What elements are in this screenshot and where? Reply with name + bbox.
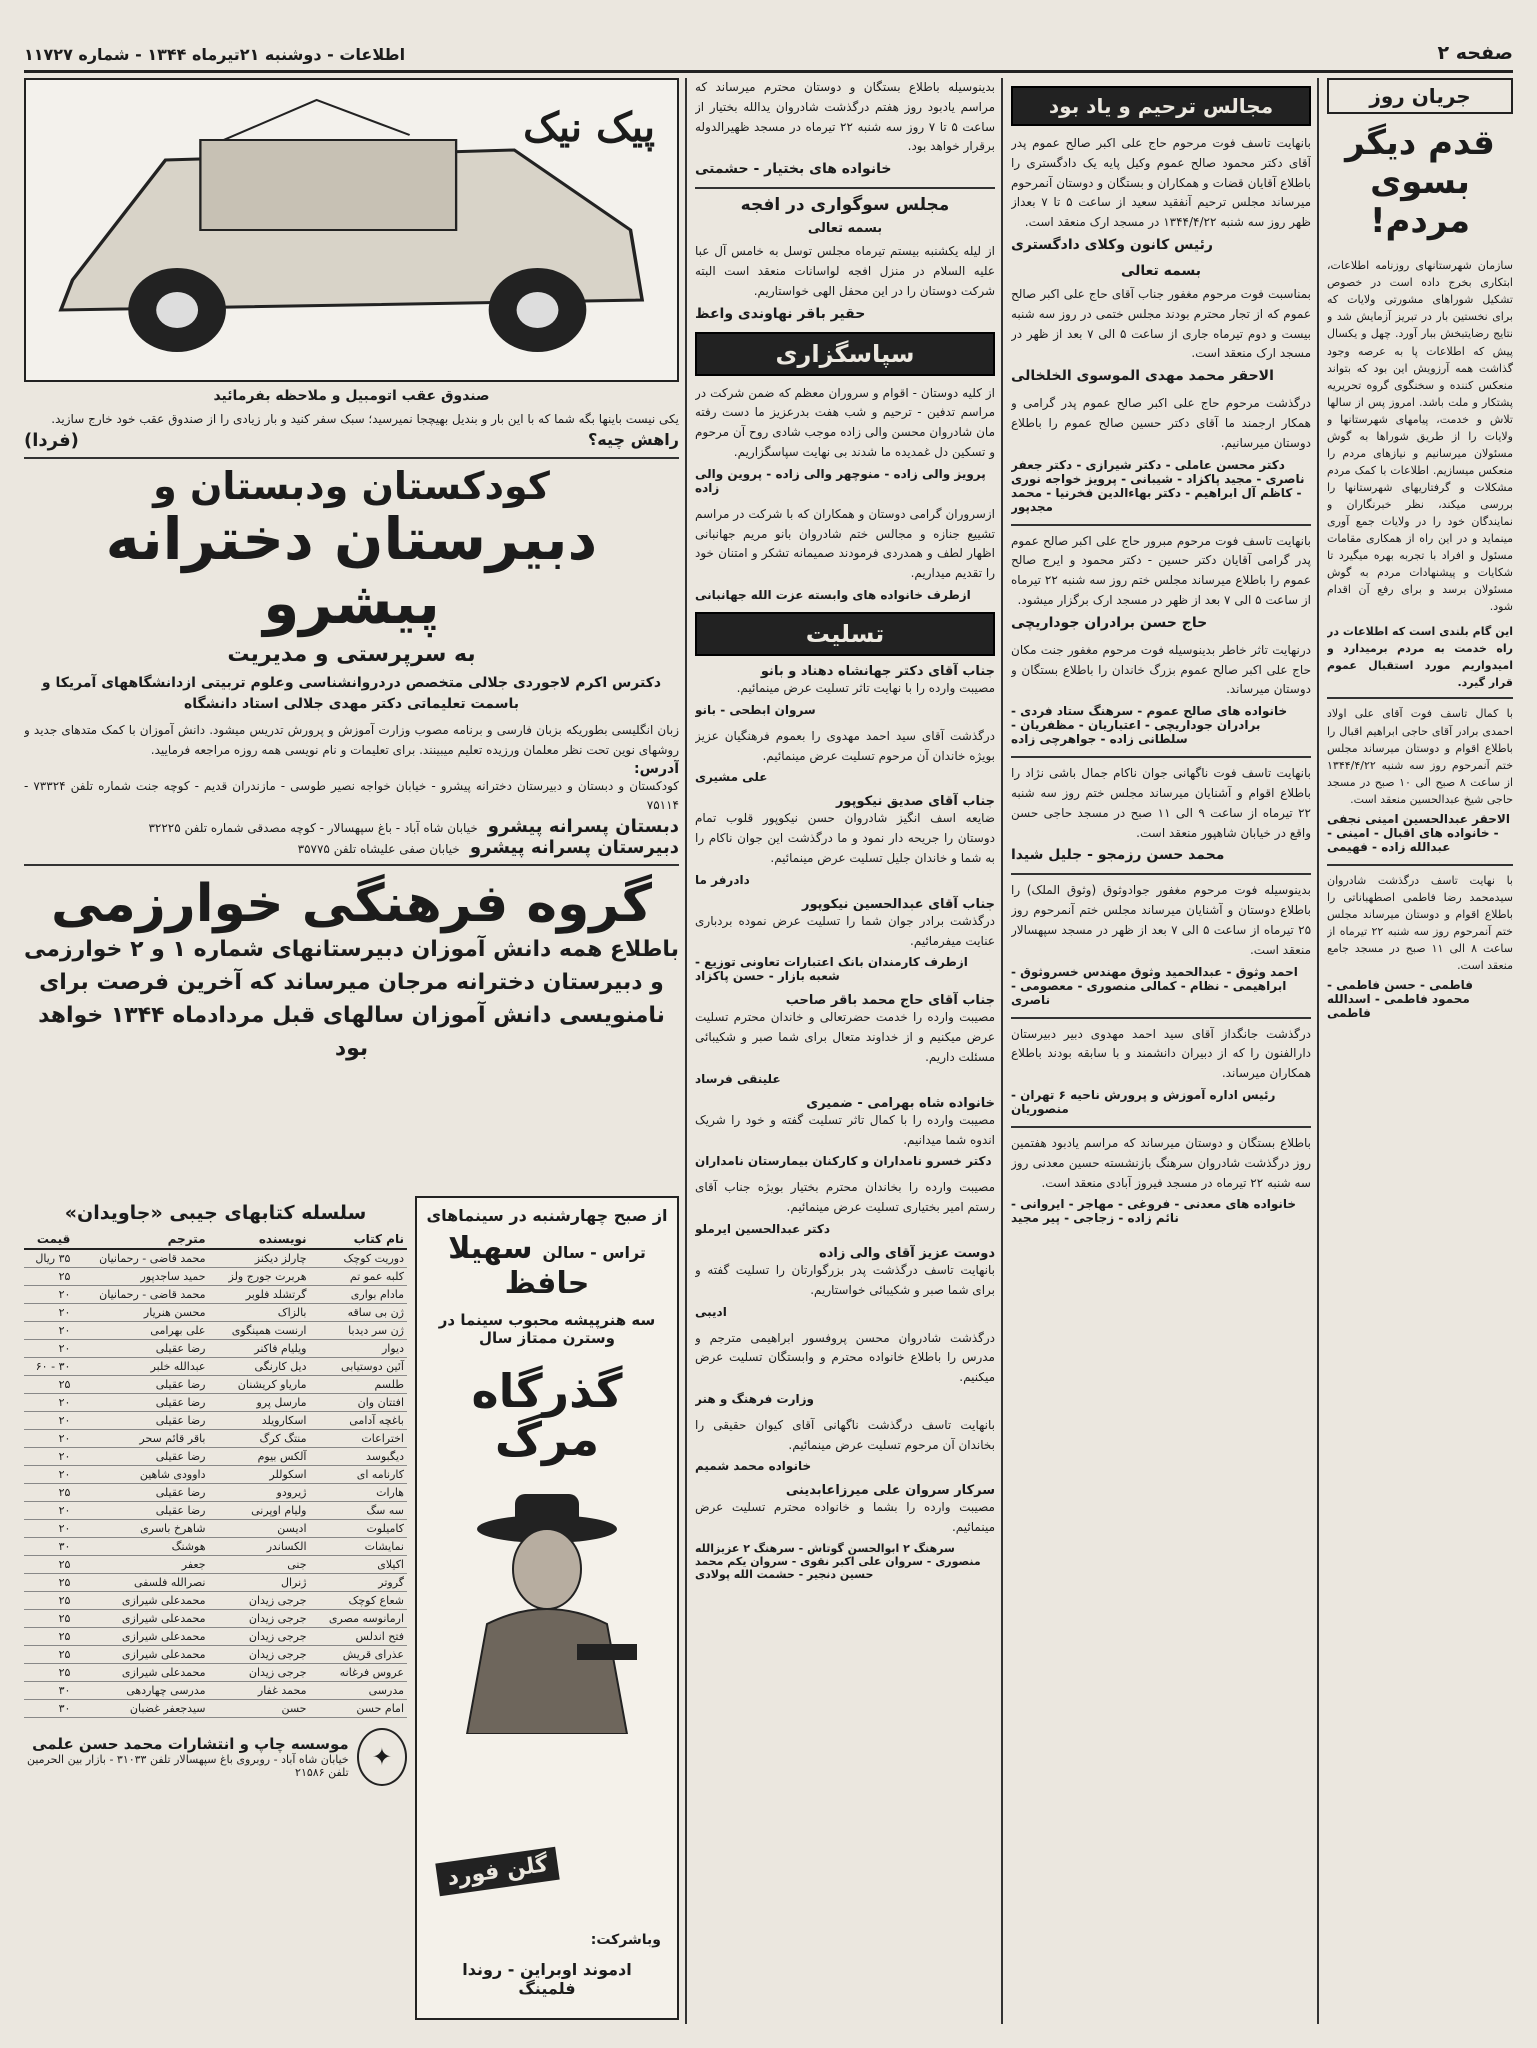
book-translator: جعفر	[73, 1556, 208, 1574]
c5-head: جناب آقای حاج محمد باقر صاحب	[785, 993, 995, 1009]
col-title: نام کتاب	[310, 1230, 408, 1249]
publisher-logo-icon: ✦	[357, 1728, 407, 1786]
book-title: کامیلوت	[310, 1520, 408, 1538]
book-title: مادام بواری	[310, 1286, 408, 1304]
school-line-4: دکترس اکرم لاجوردی جلالی متخصص دردروانشناسی وعلوم تربیتی ازدانشگاههای آمریکا و باسمت تعلیماتی دکتر مهدی جلالی استاد دانشگاه	[41, 675, 662, 713]
memorial-sig-5: خانواده های صالح عموم - سرهنگ ستاد فردی - برادران جوداریچی - اعتباریان - مظفریان - سلطانی زاده - جواهرچی زاده	[1011, 704, 1288, 747]
notice-eghbal-signature: الاحقر عبدالحسین امینی نجفی - خانواده های اقبال - امینی - عبدالله زاده - فهیمی	[1327, 811, 1510, 854]
issue-line: اطلاعات - دوشنبه ۲۱تیرماه ۱۳۴۴ - شماره ۱۱۷۲۷	[24, 45, 406, 64]
notice-fatemi-signature: فاطمی - حسن فاطمی - محمود فاطمی - اسدالله فاطمی	[1327, 978, 1474, 1021]
book-author: گرتشلد فلوبر	[209, 1286, 310, 1304]
book-title: طلسم	[310, 1376, 408, 1394]
boys-school-2	[24, 837, 679, 858]
column-rule	[685, 78, 687, 2024]
books-body	[24, 1249, 407, 1718]
book-translator: رضا عقیلی	[73, 1340, 208, 1358]
book-author: اسکوللر	[209, 1466, 310, 1484]
book-price: ۲۰	[24, 1430, 73, 1448]
book-row	[24, 1286, 407, 1304]
divider	[695, 187, 995, 189]
c3-sig: دادرفر ما	[695, 872, 750, 887]
section-label-box	[1327, 78, 1513, 114]
divider	[1011, 1126, 1311, 1128]
c4-body: درگذشت برادر جوان شما را تسلیت عرض نموده بردباری عنایت میفرمائیم.	[695, 913, 995, 948]
book-translator: داوودی شاهین	[73, 1466, 208, 1484]
car-ad-sign-row	[24, 430, 679, 451]
c11-body: مصیبت وارده را بشما و خانواده محترم تسلیت عرض مینمائیم.	[695, 1500, 995, 1535]
book-price: ۲۵	[24, 1664, 73, 1682]
school-body: زبان انگلیسی بطوریکه بزبان فارسی و برنامه مصوب وزارت آموزش و پرورش تدریس میشود. دانش آموزان با کمک متدهای جدید و روشهای نوین تحت نظر معلمان ورزیده تعلیم میبینند. برای تعلیمات و نام نویسی همه روزه مراجعه فرمایید.	[24, 723, 679, 757]
notice-bakhtiar: بدینوسیله باطلاع بستگان و دوستان محترم میرساند که مراسم یادبود روز هفتم درگذشت شادروان یدالله بختیار از ساعت ۵ تا ۷ روز سه شنبه ۲۲ تیرماه در مسجد ظهیرالدوله برقرار خواهد بود.	[695, 80, 995, 154]
book-row	[24, 1412, 407, 1430]
boys-school-1-addr: خیابان شاه آباد - باغ سپهسالار - کوچه مصدقی شماره تلفن ۳۲۲۲۵	[148, 821, 478, 836]
publisher-name: موسسه چاپ و انتشارات محمد حسن علمی	[32, 1735, 349, 1753]
column-rule	[1317, 78, 1319, 2024]
book-price: ۲۰	[24, 1286, 73, 1304]
book-title: سه سگ	[310, 1502, 408, 1520]
book-row	[24, 1646, 407, 1664]
divider	[1011, 756, 1311, 758]
cinema-names	[417, 1231, 677, 1266]
book-row	[24, 1376, 407, 1394]
car-ad-sign: راهش چیه؟	[587, 429, 679, 449]
book-row	[24, 1574, 407, 1592]
book-row	[24, 1628, 407, 1646]
school-line-2: دبیرستان دخترانه پیشرو	[105, 505, 598, 638]
column-memorial	[1011, 78, 1311, 2024]
divider	[1327, 697, 1513, 699]
book-author: حسن	[209, 1700, 310, 1718]
memorial-notice-4: بانهایت تاسف فوت مرحوم مبرور حاج علی اکبر صالح عموم پدر گرامی آقایان دکتر حسین - دکتر محمود و ایرج صالح عموم را باطلاع میرساند مجلس ختم روز سه شنبه ۲۲ تیرماه از ساعت ۵ الی ۷ بعد از ظهر در مسجد ارک برگزار میشود.	[1011, 533, 1311, 607]
col-price: قیمت	[24, 1230, 73, 1249]
divider	[1011, 873, 1311, 875]
book-translator: رضا عقیلی	[73, 1448, 208, 1466]
book-author: ویلیام فاکنر	[209, 1340, 310, 1358]
column-jarian-rooz	[1327, 78, 1513, 2024]
book-translator: حمید ساجدپور	[73, 1268, 208, 1286]
book-translator: شاهرخ باسری	[73, 1520, 208, 1538]
publisher-block	[24, 1728, 407, 1786]
book-row	[24, 1322, 407, 1340]
book-title: باغچه آدامی	[310, 1412, 408, 1430]
book-title: دوریت کوچک	[310, 1249, 408, 1268]
car-ad-brand: پیک نیک	[523, 104, 655, 151]
book-author: ادیسن	[209, 1520, 310, 1538]
memorial-notice-5: درنهایت تاثر خاطر بدینوسیله فوت مرحوم مغفور جنت مکان حاج علی اکبر صالح عموم بزرگ خاندان را باطلاع بستگان و دوستان میرساند.	[1011, 642, 1311, 697]
book-row	[24, 1340, 407, 1358]
book-row	[24, 1448, 407, 1466]
school-address-label: آدرس:	[634, 760, 679, 777]
book-author: منتگ کرگ	[209, 1430, 310, 1448]
editorial-closing: این گام بلندی است که اطلاعات در راه خدمت به مردم برمیدارد و امیدواریم مورد استقبال عموم قرار گیرد.	[1327, 625, 1513, 690]
book-translator: محمدعلی شیرازی	[73, 1646, 208, 1664]
book-translator: رضا عقیلی	[73, 1484, 208, 1502]
memorial-notice-9: باطلاع بستگان و دوستان میرساند که مراسم یادبود هفتمین روز درگذشت شادروان سرهنگ بازنشسته حسین معدنی روز سه شنبه ۲۲ تیرماه در مسجد فیروز آبادی منعقد است.	[1011, 1135, 1311, 1190]
school-line-3: به سرپرستی و مدیریت	[227, 642, 476, 668]
film-title-2: مرگ	[494, 1412, 600, 1467]
c8-head: دوست عزیز آقای والی زاده	[819, 1245, 995, 1261]
book-price: ۳۵ ریال	[24, 1249, 73, 1268]
c5-body: مصیبت وارده را خدمت حضرتعالی و خاندان محترم تسلیت عرض میکنیم و از خداوند متعال برای شما صبر و شکیبائی مسئلت داریم.	[695, 1010, 995, 1064]
masthead	[24, 18, 1513, 73]
book-translator: محمدعلی شیرازی	[73, 1628, 208, 1646]
book-translator: رضا عقیلی	[73, 1412, 208, 1430]
book-author: دیل کارنگی	[209, 1358, 310, 1376]
book-price: ۳۰ - ۶۰	[24, 1358, 73, 1376]
column-ads	[24, 78, 679, 1188]
book-title: کارنامه ای	[310, 1466, 408, 1484]
column-rule	[1001, 78, 1003, 2024]
book-row	[24, 1484, 407, 1502]
publisher-address: خیابان شاه آباد - روبروی باغ سپهسالار تلفن ۳۱۰۳۳ - بازار بین الحرمین تلفن ۲۱۵۸۶	[26, 1753, 349, 1779]
c4-sig: ازطرف کارمندان بانک اعتبارات تعاونی توزیع - شعبه بازار - حسن پاکزاد	[695, 955, 968, 984]
book-row	[24, 1538, 407, 1556]
cowboy-figure-icon	[427, 1474, 667, 1734]
memorial-sig-2: الاحقر محمد مهدی الموسوی الخلخالی	[1011, 368, 1274, 385]
book-author: جرجی زیدان	[209, 1592, 310, 1610]
book-translator: علی بهرامی	[73, 1322, 208, 1340]
cinema-3: حافظ	[504, 1266, 590, 1301]
film-title-1: گذرگاه	[471, 1364, 623, 1418]
kharazmi-title: گروه فرهنگی خوارزمی	[51, 874, 652, 935]
column-books	[24, 1196, 407, 2024]
book-row	[24, 1682, 407, 1700]
book-row	[24, 1268, 407, 1286]
memorial-sig-3: دکتر محسن عاملی - دکتر شیرازی - دکتر جعفر ناصری - مجید پاکزاد - شیبانی - پرویز خواجه نوری - کاظم آل ابراهیم - دکتر بهاءالدین فخرنیا - محمد مجدپور	[1011, 457, 1305, 514]
memorial-sig-7: احمد وثوق - عبدالحمید وثوق مهندس خسروثوق - ابراهیمی - نظام - کمالی منصوری - معصومی - ناصری	[1011, 964, 1298, 1007]
book-row	[24, 1430, 407, 1448]
book-title: هارات	[310, 1484, 408, 1502]
book-row	[24, 1249, 407, 1268]
book-author: چارلز دیکنز	[209, 1249, 310, 1268]
c10-body: بانهایت تاسف درگذشت ناگهانی آقای کیوان حقیقی را بخاندان آن مرحوم تسلیت عرض مینمائیم.	[695, 1417, 995, 1452]
editorial-headline: قدم دیگر بسوی مردم!	[1345, 123, 1495, 242]
book-price: ۲۰	[24, 1448, 73, 1466]
book-translator: باقر قائم سحر	[73, 1430, 208, 1448]
book-row	[24, 1520, 407, 1538]
book-price: ۲۵	[24, 1484, 73, 1502]
boys-school-2-addr: خیابان صفی علیشاه تلفن ۳۵۷۷۵	[297, 842, 460, 857]
col-author: نویسنده	[209, 1230, 310, 1249]
memorial-notice-7: بدینوسیله فوت مرحوم مغفور جوادوثوق (وثوق الملک) را باطلاع دوستان و آشنایان میرساند مجلس ختم آنمرحوم روز ۲۵ تیرماه از ساعت ۵ الی ۷ بعد از ظهر در مسجد سپهسالار منعقد است.	[1011, 883, 1311, 957]
c1-sig: سروان ابطحی - بانو	[695, 702, 816, 717]
book-author: ژنرال	[209, 1574, 310, 1592]
divider	[24, 864, 679, 866]
notice-eghbal: با کمال تاسف فوت آقای علی اولاد احمدی برادر آقای حاجی ابراهیم اقبال را باطلاع اقوام و دوستان میرساند مجلس ختم آنمرحوم روز سه شنبه ۱۳۴۴/۴/۲۲ از ساعت ۸ صبح الی ۱۰ صبح در مسجد حاجی شیخ عبدالحسین منعقد است.	[1327, 707, 1513, 806]
book-translator: مدرسی چهاردهی	[73, 1682, 208, 1700]
books-title: سلسله کتابهای جیبی «جاویدان»	[64, 1202, 367, 1224]
c4-head: جناب آقای عبدالحسین نیکوپور	[801, 896, 995, 912]
thanks-1: از کلیه دوستان - اقوام و سروران معظم که ضمن شرکت در مراسم تدفین - ترحیم و شب هفت بدرعزیز ما دست رفته مان شادروان محسن والی زاده موجب شادی روح آن مرحوم و تسکین دل غمدیده ما شدند بی نهایت سپاسگزاریم.	[695, 385, 995, 459]
c2-sig: علی مشیری	[695, 770, 768, 785]
book-translator: رضا عقیلی	[73, 1376, 208, 1394]
book-price: ۲۵	[24, 1574, 73, 1592]
book-row	[24, 1358, 407, 1376]
book-title: شعاع کوچک	[310, 1592, 408, 1610]
book-title: عذرای قریش	[310, 1646, 408, 1664]
book-price: ۳۰	[24, 1682, 73, 1700]
book-row	[24, 1610, 407, 1628]
book-author: هربرت جورج ولز	[209, 1268, 310, 1286]
book-price: ۲۰	[24, 1466, 73, 1484]
book-title: دیوار	[310, 1340, 408, 1358]
book-title: مدرسی	[310, 1682, 408, 1700]
thanks-2: ازسروران گرامی دوستان و همکاران که با شرکت در مراسم تشییع جنازه و مجالس ختم شادروان بانو مریم جهانبانی اظهار لطف و همدردی فرمودند صمیمانه تشکر و امتنان خود را تقدیم میداریم.	[695, 506, 995, 581]
book-translator: عبدالله خلبر	[73, 1358, 208, 1376]
book-translator: محمدعلی شیرازی	[73, 1610, 208, 1628]
section-label: جریان روز	[1369, 84, 1471, 108]
book-price: ۲۰	[24, 1304, 73, 1322]
book-translator: محمد قاضی - رحمانیان	[73, 1286, 208, 1304]
c6-sig: دکتر خسرو نامداران و کارکنان بیمارستان نامداران	[695, 1154, 992, 1169]
film-with: وباشرکت:	[590, 1932, 661, 1948]
cinema-top: از صبح چهارشنبه در سینماهای	[426, 1206, 668, 1225]
book-author: مارسل پرو	[209, 1394, 310, 1412]
majles-body: از لیله یکشنبه بیستم تیرماه مجلس توسل به خامس آل عبا علیه السلام در منزل افجه لواسانات منعقد است البته شرکت دوستان را در این محفل الهی خواستاریم.	[695, 244, 995, 298]
book-price: ۲۰	[24, 1412, 73, 1430]
book-author: ماریاو کریشنان	[209, 1376, 310, 1394]
cinema-ad	[415, 1196, 679, 2020]
film-cast: ادموند اوبراین - روندا فلمینگ	[462, 1960, 632, 1998]
book-author: محمد غفار	[209, 1682, 310, 1700]
book-translator: محمدعلی شیرازی	[73, 1664, 208, 1682]
book-title: نمایشات	[310, 1538, 408, 1556]
notice-bakhtiar-sig: خانواده های بختیار - حشمتی	[695, 161, 892, 178]
c5-sig: علینقی فرساد	[695, 1071, 781, 1086]
book-row	[24, 1394, 407, 1412]
book-price: ۲۵	[24, 1646, 73, 1664]
book-price: ۳۰	[24, 1538, 73, 1556]
boys-school-1-name: دبستان پسرانه پیشرو	[487, 816, 679, 838]
book-price: ۲۰	[24, 1520, 73, 1538]
book-translator: رضا عقیلی	[73, 1394, 208, 1412]
c8-sig: ادیبی	[695, 1304, 727, 1319]
book-price: ۲۰	[24, 1322, 73, 1340]
book-title: گروتر	[310, 1574, 408, 1592]
c3-head: جناب آقای صدیق نیکوپور	[835, 794, 995, 810]
memorial-sig-9: خانواده های معدنی - فروغی - مهاجر - ایروانی - نائم زاده - زجاجی - پیر مجید	[1011, 1197, 1297, 1226]
book-author: جرجی زیدان	[209, 1610, 310, 1628]
bismillah-2: بسمه تعالی	[807, 221, 883, 237]
book-title: فتح اندلس	[310, 1628, 408, 1646]
memorial-sig-6: محمد حسن رزمجو - جلیل شیدا	[1011, 847, 1225, 864]
c6-head: خانواده شاه بهرامی - ضمیری	[806, 1095, 995, 1111]
book-title: اختراعات	[310, 1430, 408, 1448]
book-author: جرجی زیدان	[209, 1646, 310, 1664]
book-row	[24, 1556, 407, 1574]
column-condolences	[695, 78, 995, 2024]
page-label: صفحه ۲	[1437, 42, 1513, 64]
book-row	[24, 1466, 407, 1484]
c7-body: مصیبت وارده را بخاندان محترم بختیار بویژه جناب آقای رستم امیر بختیاری تسلیت عرض مینمائیم.	[695, 1180, 995, 1215]
memorial-sig-8: رئیس اداره آموزش و پرورش ناحیه ۶ تهران - منصوریان	[1011, 1087, 1276, 1116]
car-ad-caption: صندوق عقب اتومبیل و ملاحظه بفرمائید	[213, 388, 490, 404]
book-title: ارمانوسه مصری	[310, 1610, 408, 1628]
thanks-2-sig: ازطرف خانواده های وابسته عزت الله جهانبانی	[695, 587, 971, 602]
book-author: اسکارویلد	[209, 1412, 310, 1430]
book-title: دیگبوسد	[310, 1448, 408, 1466]
book-author: بالزاک	[209, 1304, 310, 1322]
book-author: جرجی زیدان	[209, 1628, 310, 1646]
book-title: امام حسن	[310, 1700, 408, 1718]
book-price: ۲۵	[24, 1376, 73, 1394]
cinema-sub: سه هنرپیشه محبوب سینما در وسترن ممتاز سال	[438, 1311, 656, 1347]
book-row	[24, 1592, 407, 1610]
notice-fatemi: با نهایت تاسف درگذشت شادروان سیدمحمد رضا فاطمی اصطهباناتی را باطلاع اقوام و دوستان میرساند مجلس ختم آنمرحوم روز سه شنبه ۲۲ تیرماه از ساعت ۸ الی ۱۱ صبح در مسجد جامع منعقد است.	[1327, 873, 1513, 972]
books-table	[24, 1230, 407, 1718]
memorial-notice-1: بانهایت تاسف فوت مرحوم حاج علی اکبر صالح عموم پدر آقای دکتر محمود صالح عموم وکیل پایه یک دادگستری را باطلاع آقایان قضات و همکاران و بستگان و دوستان آنمرحوم میرساند مجلس ترحیم آنفقید سعید از ساعت ۵ تا ۷ بعداز ظهر روز سه شنبه ۱۳۴۴/۴/۲۲ در مسجد ارک منعقد است.	[1011, 136, 1311, 230]
book-title: عروس فرغانه	[310, 1664, 408, 1682]
car-ad-sign2: (فردا)	[24, 429, 79, 451]
book-row	[24, 1664, 407, 1682]
memorial-notice-8: درگذشت جانگداز آقای سید احمد مهدوی دبیر دبیرستان دارالفنون را که از دبیران دانشمند و با سابقه بودند باطلاع همکاران میرساند.	[1011, 1026, 1311, 1081]
school-line-1: کودکستان ودبستان و	[153, 463, 550, 508]
c11-head: سرکار سروان علی میرزاعابدینی	[785, 1483, 995, 1499]
book-price: ۲۵	[24, 1268, 73, 1286]
film-star: گلن فورد	[435, 1847, 560, 1897]
kharazmi-body: باطلاع همه دانش آموزان دبیرستانهای شماره ۱ و ۲ خوارزمی و دبیرستان دخترانه مرجان میرساند که آخرین فرصت برای نامنویسی دانش آموزان سالهای قبل مردادماه ۱۳۴۴ خواهد بود	[24, 937, 679, 1062]
c9-sig: وزارت فرهنگ و هنر	[695, 1391, 814, 1406]
boys-school-2-name: دبیرستان پسرانه پیشرو	[469, 837, 679, 859]
book-translator: محسن هنریار	[73, 1304, 208, 1322]
book-title: آئین دوستیابی	[310, 1358, 408, 1376]
c1-head: جناب آقای دکتر جهانشاه دهناد و بانو	[760, 663, 995, 679]
boys-school-1	[24, 816, 679, 837]
memorial-sig-4: حاج حسن برادران جوداریچی	[1011, 614, 1208, 631]
book-row	[24, 1304, 407, 1322]
c6-body: مصیبت وارده را با کمال تاثر تسلیت گفته و خود را شریک اندوه شما میدانیم.	[695, 1112, 995, 1147]
book-price: ۳۰	[24, 1700, 73, 1718]
cinema-1: تراس - سالن	[542, 1243, 646, 1262]
book-title: افتتان وان	[310, 1394, 408, 1412]
book-title: کلبه عمو تم	[310, 1268, 408, 1286]
book-row	[24, 1700, 407, 1718]
book-author: ولیام اوپرنی	[209, 1502, 310, 1520]
c10-sig: خانواده محمد شمیم	[695, 1459, 812, 1474]
book-author: ژیرودو	[209, 1484, 310, 1502]
book-translator: نصرالله فلسفی	[73, 1574, 208, 1592]
book-price: ۲۰	[24, 1502, 73, 1520]
c2-body: درگذشت آقای سید احمد مهدوی را بعموم فرهنگیان عزیز بویژه خاندان آن مرحوم تسلیت عرض مینمائیم.	[695, 728, 995, 763]
bismillah: بسمه تعالی	[1120, 262, 1202, 279]
book-translator: محمدعلی شیرازی	[73, 1592, 208, 1610]
c1-body: مصیبت وارده را با نهایت تاثر تسلیت عرض مینمائیم.	[736, 680, 995, 695]
book-author: جنی	[209, 1556, 310, 1574]
col-translator: مترجم	[73, 1230, 208, 1249]
books-header-row	[24, 1230, 407, 1249]
book-price: ۲۵	[24, 1592, 73, 1610]
car-ad-body: یکی نیست باینها بگه شما که با این بار و بندیل بهیچجا نمیرسید؛ سبک سفر کنید و بار زیادی را از صندوق عقب خود خارج سازید.	[51, 412, 679, 426]
memorial-notice-3: درگذشت مرحوم حاج علی اکبر صالح عموم پدر گرامی و همکار ارجمند ما آقای دکتر حسین صالح عموم را باطلاع دوستان میرسانیم.	[1011, 396, 1311, 450]
book-price: ۲۰	[24, 1394, 73, 1412]
book-translator: محمد قاضی - رحمانیان	[73, 1249, 208, 1268]
thanks-banner: سپاسگزاری	[695, 332, 995, 376]
thanks-1-sig: پرویز والی زاده - منوچهر والی زاده - پروین والی زاده	[695, 466, 986, 495]
column-cinema	[415, 1196, 679, 2024]
condolence-banner: تسلیت	[695, 612, 995, 656]
editorial-body: سازمان شهرستانهای روزنامه اطلاعات، ابتکاری بخرج داده است در خصوص تشکیل شوراهای مشورتی ولایات که برای نخستین بار در تبریز آزمایش شد و نتایج رضایتبخش ببار آورد. چهل و یکسال پیش که اطلاعات پا به عرصه وجود گذاشت همه آرزویش این بود که بتواند منعکس کننده و سخنگوی گروه تحریریه پشتکار و ملت باشد. امروز پس از سالها تلاش و خدمت، پیامهای شهرستانها و ولایات را از طریق شوراها به گوش مسئولان میرسانیم و نیازهای مردم را منعکس میسازیم. اطلاعات با کمک مردم مشکلات و گرفتاریهای شهرستانها را بررسی میکند، نظر خبرنگاران و نمایندگان خود را در ولایات جمع آوری مینماید و در این راه از همکاری مقامات مسئول و افراد با تجربه بهره میگیرد تا شکایات و پیشنهادات مردم به گوش مسئولان برسد و برای رفع آن اقدام شود.	[1327, 259, 1513, 614]
divider	[1011, 1017, 1311, 1019]
book-title: ژن سر دیدبا	[310, 1322, 408, 1340]
book-price: ۲۵	[24, 1610, 73, 1628]
c7-sig: دکتر عبدالحسین ایرملو	[695, 1221, 830, 1236]
car-ad	[24, 78, 679, 382]
school-address: کودکستان و دبستان و دبیرستان دخترانه پیشرو - خیابان خواجه نصیر طوسی - مازندران قدیم - کوچه جنت شماره تلفن ۷۳۳۲۴ - ۷۵۱۱۴	[24, 778, 679, 813]
majles-sig: حقیر باقر نهاوندی واعظ	[695, 305, 866, 322]
memorial-title: مجالس ترحیم و یاد بود	[1011, 86, 1311, 126]
book-translator: رضا عقیلی	[73, 1502, 208, 1520]
divider	[1327, 864, 1513, 866]
book-title: ژن بی ساقه	[310, 1304, 408, 1322]
memorial-notice-6: بانهایت تاسف فوت ناگهانی جوان ناکام جمال باشی نژاد را باطلاع اقوام و آشنایان میرساند مجلس ختم روز سه شنبه ۲۲ تیرماه از ساعت ۹ الی ۱۱ صبح در مسجد حاجی حسن واقع در خیابان شاهپور منعقد است.	[1011, 766, 1311, 840]
memorial-notice-2: بمناسبت فوت مرحوم مغفور جناب آقای حاج علی اکبر صالح عموم که از تجار محترم بودند مجلس ختمی در روز سه شنبه بیست و دوم تیرماه جاری از ساعت ۵ الی ۷ بعد از ظهر در مسجد ارک منعقد است.	[1011, 286, 1311, 361]
book-translator: سیدجعفر غضبان	[73, 1700, 208, 1718]
cinema-2: سهیلا	[448, 1231, 533, 1266]
book-price: ۲۰	[24, 1340, 73, 1358]
book-title: اکیلای	[310, 1556, 408, 1574]
majles-title: مجلس سوگواری در افجه	[740, 195, 950, 216]
book-author: ارنست همینگوی	[209, 1322, 310, 1340]
c8-body: بانهایت تاسف درگذشت پدر بزرگوارتان را تسلیت گفته و برای شما صبر و شکیبائی خواستاریم.	[695, 1262, 995, 1297]
memorial-sig-1: رئیس کانون وکلای دادگستری	[1011, 236, 1213, 253]
c9-body: درگذشت شادروان محسن پروفسور ابراهیمی مترجم و مدرس را باطلاع خانواده محترم و وابستگان تسلیت عرض میکنیم.	[695, 1330, 995, 1385]
book-row	[24, 1502, 407, 1520]
book-price: ۲۵	[24, 1628, 73, 1646]
book-author: جرجی زیدان	[209, 1664, 310, 1682]
book-price: ۲۵	[24, 1556, 73, 1574]
c3-body: ضایعه اسف انگیز شادروان حسن نیکوپور قلوب تمام دوستان را جریحه دار نمود و ما درگذشت این جوان ناکام را به شما و خاندان جلیل تسلیت عرض مینمائیم.	[695, 811, 995, 865]
book-translator: هوشنگ	[73, 1538, 208, 1556]
book-author: آلکس بیوم	[209, 1448, 310, 1466]
c11-sig: سرهنگ ۲ ابوالحسن گوتاش - سرهنگ ۲ عزیزالله منصوری - سروان علی اکبر نقوی - سروان یکم محمد حسین دنجیر - حشمت الله پولادی	[695, 1542, 981, 1582]
divider	[1011, 524, 1311, 526]
divider	[24, 457, 679, 459]
book-author: الکساندر	[209, 1538, 310, 1556]
